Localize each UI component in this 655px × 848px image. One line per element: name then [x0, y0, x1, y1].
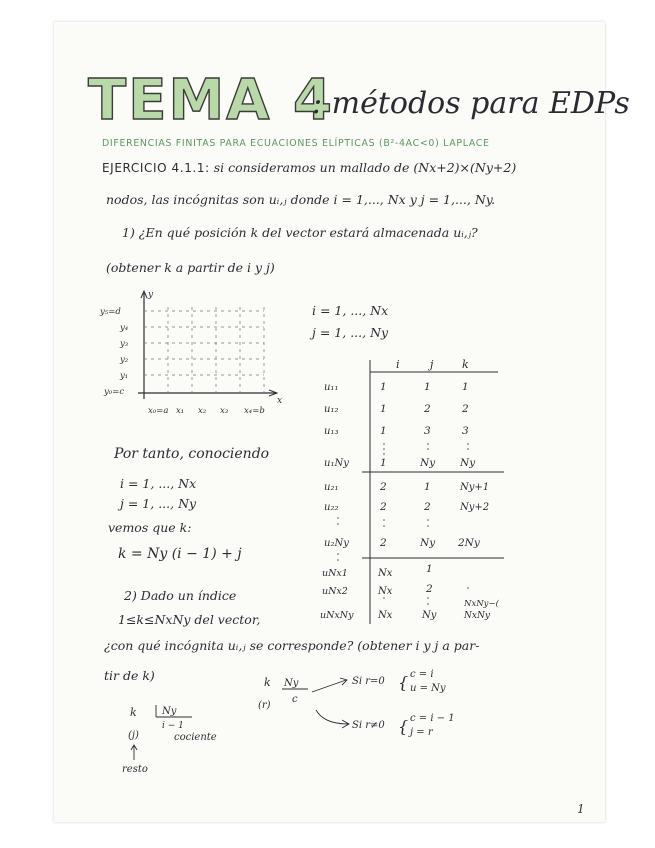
- title-tema: TEMA 4: [88, 68, 334, 133]
- question-1: 1) ¿En qué posición k del vector estará almacenada uᵢ,ⱼ?: [122, 225, 478, 240]
- case1-b: u = Ny: [410, 683, 446, 694]
- case2-a: c = i − 1: [410, 713, 455, 724]
- row-k: Ny+1: [460, 482, 490, 493]
- row-k: 2Ny: [458, 537, 480, 549]
- div-k: k: [264, 676, 271, 689]
- k-formula: k = Ny (i − 1) + j: [118, 546, 242, 562]
- row-u: u₁₃: [324, 426, 339, 437]
- row-j: 1: [426, 563, 433, 575]
- question-2-line3: ¿con qué incógnita uᵢ,ⱼ se corresponde? (obtener i y j a par-: [104, 638, 480, 653]
- exercise-block: [102, 160, 516, 175]
- sketch-resto: resto: [122, 764, 148, 775]
- page-number: 1: [577, 802, 585, 816]
- table-header-j: j: [430, 358, 434, 371]
- row-j: 2: [426, 583, 433, 595]
- row-j: 2: [424, 403, 431, 415]
- div-c: c: [292, 694, 298, 705]
- row-u: u₁₂: [324, 404, 339, 415]
- question-2-line1: 2) Dado un índice: [124, 588, 237, 603]
- conclusion-line3: j = 1, ..., Ny: [120, 496, 197, 511]
- mesh-graph: [96, 285, 296, 425]
- exercise-line2: nodos, las incógnitas son uᵢ,ⱼ donde i = 1,..., Nx y j = 1,..., Ny.: [106, 192, 496, 207]
- row-u: uNx2: [322, 586, 348, 597]
- row-j: Ny: [422, 610, 437, 621]
- x-label: x₁: [176, 406, 185, 416]
- subtitle: DIFERENCIAS FINITAS PARA ECUACIONES ELÍPTICAS (B²-4AC<0) LAPLACE: [102, 138, 490, 149]
- row-j: 1: [424, 381, 431, 393]
- sketch-cociente: cociente: [174, 732, 217, 743]
- sketch-zero: (j): [128, 730, 139, 741]
- case2-b: j = r: [410, 727, 433, 738]
- row-i: 2: [380, 481, 387, 493]
- y-axis-label: y: [148, 290, 154, 300]
- row-i: 1: [380, 403, 387, 415]
- case1-a: c = i: [410, 669, 434, 680]
- row-k: 3: [462, 425, 469, 437]
- row-j: 1: [424, 481, 431, 493]
- row-u: u₁₁: [324, 382, 339, 393]
- row-k: NxNy: [464, 611, 490, 621]
- division-cases: [254, 666, 474, 746]
- row-j: Ny: [420, 457, 436, 469]
- row-i: 1: [380, 381, 387, 393]
- x-label: x₀=a: [148, 406, 169, 416]
- row-u: uNxNy: [320, 610, 354, 621]
- sketch-k: k: [130, 706, 137, 719]
- row-k: 2: [462, 403, 469, 415]
- sketch-ny: Ny: [162, 706, 177, 717]
- question-1-note: (obtener k a partir de i y j): [106, 260, 275, 275]
- conclusion-line2: i = 1, ..., Nx: [120, 476, 197, 491]
- ellipsis-dots: [337, 443, 469, 605]
- row-u: u₁Ny: [324, 458, 349, 469]
- row-k: 1: [462, 381, 469, 393]
- case2-condition: Si r≠0: [352, 720, 385, 731]
- range-j: j = 1, ..., Ny: [312, 325, 389, 340]
- brace-2: {: [398, 717, 409, 736]
- question-2-line4: tir de k): [104, 668, 155, 683]
- x-label: x₄=b: [244, 406, 265, 416]
- y-label: y₂: [120, 355, 129, 365]
- range-i: i = 1, ..., Nx: [312, 303, 389, 318]
- row-u: u₂₂: [324, 502, 339, 513]
- div-r: (r): [258, 700, 271, 711]
- x-axis-label: x: [277, 396, 283, 406]
- row-j: 3: [424, 425, 431, 437]
- row-i: Nx: [378, 568, 393, 579]
- row-j: Ny: [420, 537, 436, 549]
- conclusion-line1: Por tanto, conociendo: [114, 446, 270, 462]
- row-i: Nx: [378, 610, 393, 621]
- row-i: 1: [380, 425, 387, 437]
- sketch-i-minus: i − 1: [162, 721, 184, 731]
- row-i: Nx: [378, 586, 393, 597]
- row-j: 2: [424, 501, 431, 513]
- row-u: u₂Ny: [324, 538, 349, 549]
- row-k: Ny: [460, 457, 476, 469]
- y-label: y₅=d: [100, 307, 121, 317]
- table-rows: [320, 381, 500, 621]
- y-label: y₄: [120, 323, 129, 333]
- row-i: 2: [380, 537, 387, 549]
- row-k: NxNy−(: [464, 599, 499, 609]
- question-2-line2: 1≤k≤NxNy del vector,: [118, 612, 261, 627]
- brace-1: {: [398, 673, 409, 692]
- title-rest: : métodos para EDPs: [312, 86, 630, 121]
- x-label: x₂: [198, 406, 207, 416]
- y-label: y₃: [120, 339, 129, 349]
- index-table: [318, 352, 518, 632]
- exercise-label: EJERCICIO 4.1.1:: [102, 161, 210, 175]
- conclusion-line4: vemos que k:: [108, 520, 192, 535]
- row-i: 2: [380, 501, 387, 513]
- div-ny: Ny: [284, 678, 299, 689]
- x-label: x₃: [220, 406, 229, 416]
- row-k: Ny+2: [460, 502, 490, 513]
- table-header-i: i: [396, 358, 400, 371]
- row-u: uNx1: [322, 568, 348, 579]
- division-sketch: [116, 700, 256, 780]
- case1-condition: Si r=0: [352, 676, 385, 687]
- y-label: y₀=c: [104, 387, 125, 397]
- exercise-line1: si consideramos un mallado de (Nx+2)×(Ny+2): [213, 160, 517, 175]
- y-label: y₁: [120, 371, 129, 381]
- row-i: 1: [380, 457, 387, 469]
- table-header-k: k: [462, 358, 469, 371]
- row-u: u₂₁: [324, 482, 339, 493]
